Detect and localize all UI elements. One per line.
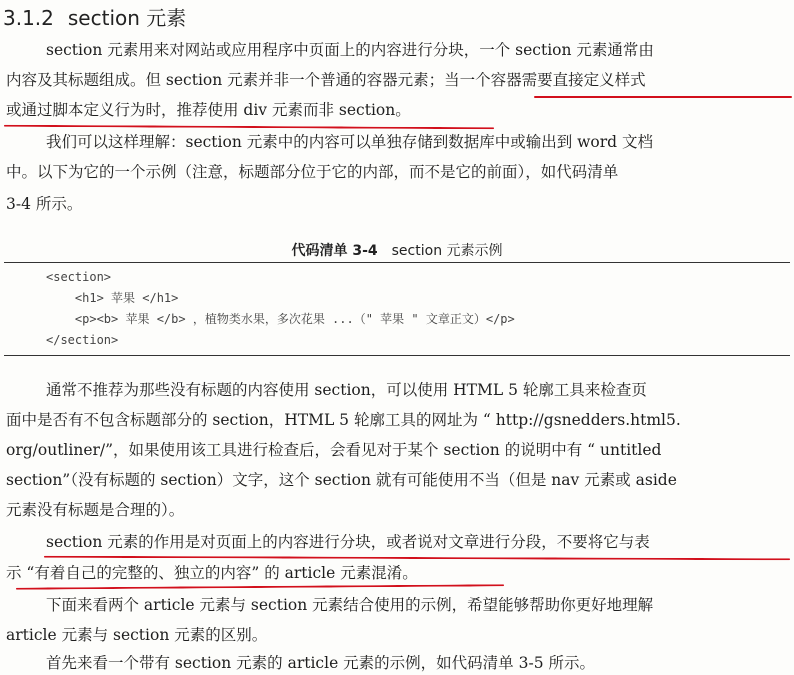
listing-bottom-rule — [4, 355, 790, 356]
para4-line2: 示 “有着自己的完整的、独立的内容” 的 article 元素混淆。 — [6, 564, 418, 582]
listing-caption — [0, 240, 794, 260]
section-heading — [3, 2, 186, 31]
listing-title: section 元素示例 — [391, 243, 503, 259]
para6-line1: 首先来看一个带有 section 元素的 article 元素的示例，如代码清单 3-5 所示。 — [46, 654, 595, 672]
code-line-1: <section> — [46, 270, 112, 284]
para1-line2: 内容及其标题组成。但 section 元素并非一个普通的容器元素；当一个容器需要直接定义样式 — [6, 71, 646, 89]
code-line-2: <h1> 苹果 </h1> — [46, 291, 179, 305]
para4-line1: section 元素的作用是对页面上的内容进行分块，或者说对文章进行分段，不要将它与表 — [46, 533, 650, 551]
para2-line1: 我们可以这样理解：section 元素中的内容可以单独存储到数据库中或输出到 word 文档 — [46, 133, 654, 151]
para1-line1: section 元素用来对网站或应用程序中页面上的内容进行分块，一个 section 元素通常由 — [46, 41, 654, 59]
para3-line1: 通常不推荐为那些没有标题的内容使用 section，可以使用 HTML 5 轮廓工具来检查页 — [46, 381, 647, 399]
red-underline-2b — [16, 584, 504, 589]
code-line-3: <p><b> 苹果 </b> ，植物类水果，多次花果 ...（" 苹果 " 文章正文）</p> — [46, 312, 515, 326]
section-title: section 元素 — [67, 6, 187, 30]
red-underline-2a — [44, 556, 790, 561]
section-number: 3.1.2 — [3, 6, 54, 30]
red-underline-1a — [534, 96, 792, 98]
listing-top-rule — [4, 262, 790, 263]
para2-line3: 3-4 所示。 — [6, 195, 83, 213]
para5-line2: article 元素与 section 元素的区别。 — [6, 626, 268, 644]
para1-line3: 或通过脚本定义行为时，推荐使用 div 元素而非 section。 — [6, 101, 411, 119]
para3-line3: org/outliner/”，如果使用该工具进行检查后，会看见对于某个 section 的说明中有 “ untitled — [6, 441, 662, 459]
para3-line2: 面中是否有不包含标题部分的 section，HTML 5 轮廓工具的网址为 “ http://gsnedders.html5. — [6, 411, 681, 429]
code-line-4: </section> — [46, 333, 119, 347]
listing-label: 代码清单 3-4 — [291, 243, 378, 259]
red-underline-1b — [4, 125, 494, 130]
para2-line2: 中。以下为它的一个示例（注意，标题部分位于它的内部，而不是它的前面），如代码清单 — [6, 163, 619, 181]
para5-line1: 下面来看两个 article 元素与 section 元素结合使用的示例，希望能够帮助你更好地理解 — [46, 596, 654, 614]
para3-line4: section”（没有标题的 section）文字，这个 section 就有可能使用不当（但是 nav 元素或 aside — [6, 471, 677, 489]
para3-line5: 元素没有标题是合理的）。 — [6, 501, 185, 519]
